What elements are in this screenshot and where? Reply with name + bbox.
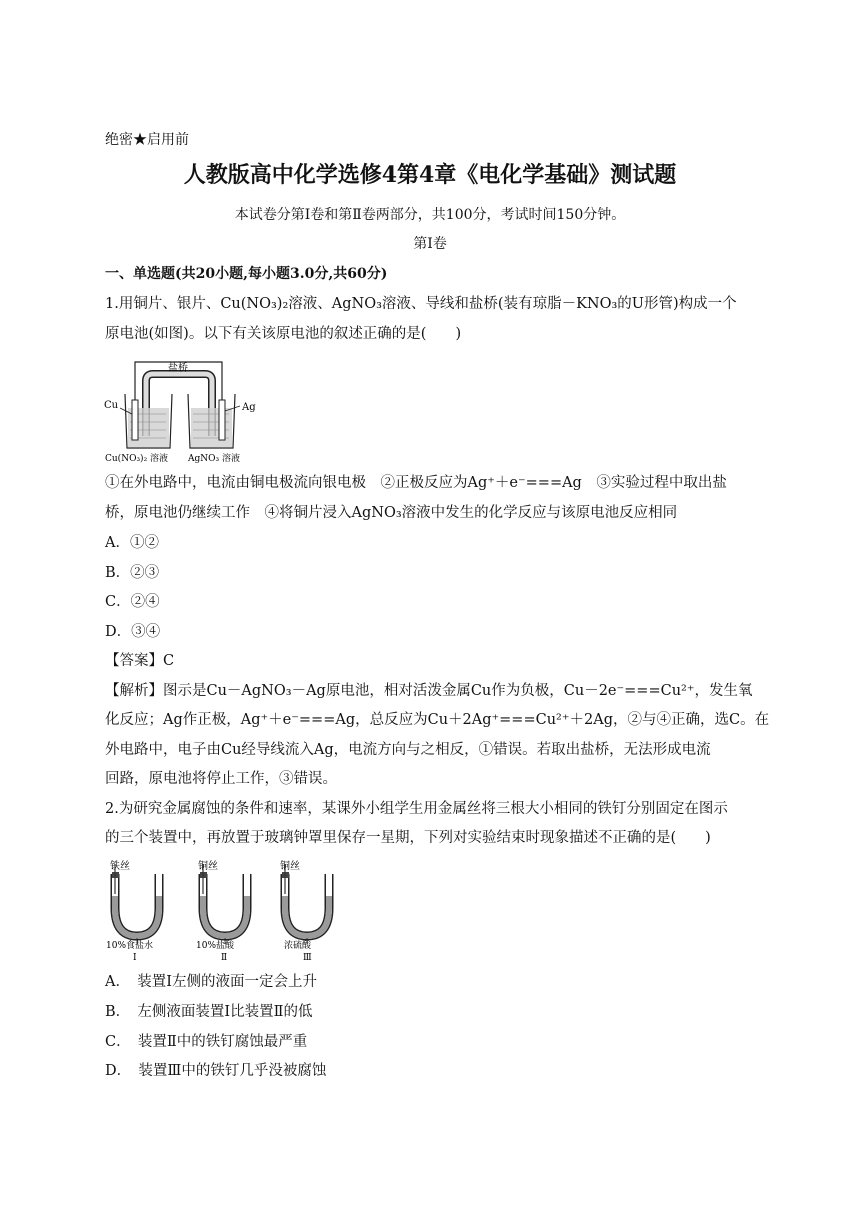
exam-instructions: 本试卷分第Ⅰ卷和第Ⅱ卷两部分，共100分，考试时间150分钟。: [234, 207, 626, 223]
q1-statements-line1: ①在外电路中，电流由铜电极流向银电极 ②正极反应为Ag⁺＋e⁻===Ag ③实验过程中取出盐: [105, 475, 727, 491]
q1-statements-line2: 桥，原电池仍继续工作 ④将铜片浸入AgNO₃溶液中发生的化学反应与该原电池反应相同: [105, 505, 678, 521]
q1-analysis-line2: 化反应；Ag作正极，Ag⁺＋e⁻===Ag，总反应为Cu＋2Ag⁺===Cu²⁺＋2Ag，②与④正确，选C。在: [105, 712, 770, 728]
cu-label: Cu: [104, 400, 119, 411]
q2-option-d[interactable]: D． 装置Ⅲ中的铁钉几乎没被腐蚀: [105, 1063, 327, 1079]
galvanic-cell-diagram: [100, 356, 260, 466]
u-tube-3-liquid-label: 浓硫酸: [284, 941, 312, 951]
q1-analysis-line1: 【解析】图示是Cu－AgNO₃－Ag原电池，相对活泼金属Cu作为负极，Cu－2e⁻===Cu²⁺，发生氧: [105, 683, 753, 699]
salt-bridge-label: 盐桥: [168, 363, 188, 374]
q1-stem-line1: 1.用铜片、银片、Cu(NO₃)₂溶液、AgNO₃溶液、导线和盐桥(装有琼脂－KNO₃的U形管)构成一个: [105, 296, 737, 312]
u-tube-2-wire-label: 铜丝: [198, 861, 218, 872]
u-tube-1: [106, 859, 159, 962]
q1-option-a[interactable]: A．①②: [105, 535, 159, 551]
q2-option-a[interactable]: A． 装置Ⅰ左侧的液面一定会上升: [105, 974, 317, 990]
u-tube-3-wire-label: 铜丝: [280, 861, 300, 872]
q2-option-b[interactable]: B． 左侧液面装置Ⅰ比装置Ⅱ的低: [105, 1004, 313, 1020]
left-solution-label: Cu(NO₃)₂ 溶液: [105, 454, 169, 464]
u-tube-3-roman-label: Ⅲ: [303, 953, 312, 962]
confidential-mark: 绝密★启用前: [105, 132, 189, 148]
q2-stem-line2: 的三个装置中，再放置于玻璃钟罩里保存一星期，下列对实验结束时现象描述不正确的是( ): [105, 830, 711, 846]
volume-heading: 第Ⅰ卷: [413, 236, 447, 252]
q1-stem-line2: 原电池(如图)。以下有关该原电池的叙述正确的是( ): [105, 326, 462, 342]
ag-label: Ag: [242, 402, 256, 413]
q1-option-d[interactable]: D．③④: [105, 624, 161, 640]
q1-option-c[interactable]: C．②④: [105, 594, 160, 610]
u-tube-1-roman-label: Ⅰ: [133, 953, 137, 962]
u-tube-1-wire-label: 铁丝: [110, 861, 130, 872]
corrosion-u-tube-diagram: [100, 858, 340, 962]
q2-option-c[interactable]: C． 装置Ⅱ中的铁钉腐蚀最严重: [105, 1034, 308, 1050]
u-tube-1-liquid-label: 10%食盐水: [106, 941, 154, 951]
page-title: 人教版高中化学选修4第4章《电化学基础》测试题: [183, 162, 677, 188]
section-heading: 一、单选题(共20小题,每小题3.0分,共60分): [105, 266, 388, 282]
q1-analysis-line3: 外电路中，电子由Cu经导线流入Ag，电流方向与之相反，①错误。若取出盐桥，无法形成电流: [105, 742, 711, 758]
right-solution-label: AgNO₃ 溶液: [188, 454, 240, 464]
u-tube-2-liquid-label: 10%盐酸: [196, 941, 235, 951]
q1-option-b[interactable]: B．②③: [105, 565, 160, 581]
q2-stem-line1: 2.为研究金属腐蚀的条件和速率，某课外小组学生用金属丝将三根大小相同的铁钉分别固定在图示: [105, 801, 728, 817]
q1-answer: 【答案】C: [105, 653, 175, 669]
u-tube-3: [280, 859, 329, 962]
q1-analysis-line4: 回路，原电池将停止工作，③错误。: [105, 771, 337, 787]
u-tube-2-roman-label: Ⅱ: [221, 953, 228, 962]
u-tube-2: [196, 859, 247, 962]
